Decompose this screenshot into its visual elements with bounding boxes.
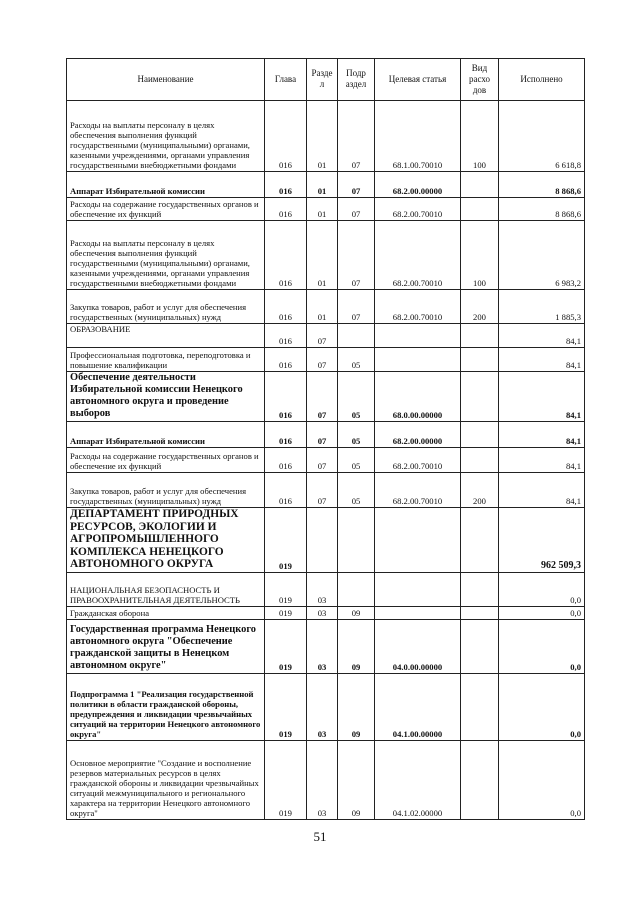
row-executed: 0,0 <box>499 673 585 740</box>
row-type <box>461 198 499 221</box>
table-row <box>67 172 585 198</box>
row-executed: 8 868,6 <box>499 172 585 198</box>
row-section: 03 <box>307 572 338 606</box>
table-row <box>67 198 585 221</box>
table-row <box>67 290 585 324</box>
row-executed: 0,0 <box>499 606 585 619</box>
row-type: 100 <box>461 221 499 290</box>
row-section: 03 <box>307 606 338 619</box>
row-name: Государственная программа Ненецкого автономного округа "Обеспечение гражданской защиты в Ненецком автономном округе" <box>67 619 265 673</box>
row-subsection: 07 <box>338 221 375 290</box>
table-row <box>67 606 585 619</box>
row-target: 68.0.00.00000 <box>375 372 461 422</box>
row-chapter: 016 <box>265 448 307 473</box>
row-type <box>461 172 499 198</box>
row-executed: 0,0 <box>499 740 585 819</box>
row-chapter: 016 <box>265 422 307 448</box>
row-name: НАЦИОНАЛЬНАЯ БЕЗОПАСНОСТЬ И ПРАВООХРАНИТЕЛЬНАЯ ДЕЯТЕЛЬНОСТЬ <box>67 572 265 606</box>
row-name: ДЕПАРТАМЕНТ ПРИРОДНЫХ РЕСУРСОВ, ЭКОЛОГИИ И АГРОПРОМЫШЛЕННОГО КОМПЛЕКСА НЕНЕЦКОГО АВТОНОМНОГО ОКРУГА <box>67 508 265 573</box>
table-row <box>67 348 585 372</box>
row-type: 100 <box>461 101 499 172</box>
row-name: Закупка товаров, работ и услуг для обеспечения государственных (муниципальных) нужд <box>67 290 265 324</box>
row-target <box>375 606 461 619</box>
row-name: Обеспечение деятельности Избирательной комиссии Ненецкого автономного округа и проведение выборов <box>67 372 265 422</box>
row-target: 68.2.00.70010 <box>375 448 461 473</box>
header-target-article: Целевая статья <box>375 59 461 101</box>
row-subsection: 05 <box>338 348 375 372</box>
row-chapter: 019 <box>265 508 307 573</box>
row-chapter: 016 <box>265 101 307 172</box>
row-subsection: 07 <box>338 101 375 172</box>
row-section: 07 <box>307 372 338 422</box>
row-type <box>461 348 499 372</box>
row-type: 200 <box>461 473 499 508</box>
row-target <box>375 324 461 348</box>
table-header-row <box>67 59 585 101</box>
row-name: ОБРАЗОВАНИЕ <box>67 324 265 348</box>
row-name: Закупка товаров, работ и услуг для обеспечения государственных (муниципальных) нужд <box>67 473 265 508</box>
header-subsection: Подр аздел <box>338 59 375 101</box>
row-executed: 6 618,8 <box>499 101 585 172</box>
row-subsection: 09 <box>338 673 375 740</box>
row-name: Аппарат Избирательной комиссии <box>67 422 265 448</box>
table-row <box>67 422 585 448</box>
row-section <box>307 508 338 573</box>
row-section: 03 <box>307 673 338 740</box>
row-target: 04.1.00.00000 <box>375 673 461 740</box>
row-subsection: 05 <box>338 473 375 508</box>
row-type <box>461 508 499 573</box>
row-executed: 84,1 <box>499 448 585 473</box>
row-name: Профессиональная подготовка, переподготовка и повышение квалификации <box>67 348 265 372</box>
row-section: 07 <box>307 448 338 473</box>
row-target: 68.2.00.70010 <box>375 290 461 324</box>
row-subsection <box>338 324 375 348</box>
row-executed: 0,0 <box>499 619 585 673</box>
row-chapter: 016 <box>265 198 307 221</box>
header-name: Наименование <box>67 59 265 101</box>
header-chapter: Глава <box>265 59 307 101</box>
table-row <box>67 508 585 573</box>
row-subsection: 05 <box>338 422 375 448</box>
row-target: 68.2.00.70010 <box>375 221 461 290</box>
row-subsection: 07 <box>338 290 375 324</box>
table-row <box>67 372 585 422</box>
row-name: Гражданская оборона <box>67 606 265 619</box>
row-executed: 84,1 <box>499 348 585 372</box>
row-chapter: 016 <box>265 473 307 508</box>
row-subsection <box>338 508 375 573</box>
row-subsection <box>338 572 375 606</box>
row-name: Основное мероприятие "Создание и восполнение резервов материальных ресурсов в целях гражданской обороны и ликвидации чрезвычайных ситуаций межмуниципального и регионального характера на территории Ненецкого автономного округа" <box>67 740 265 819</box>
row-target: 68.2.00.00000 <box>375 422 461 448</box>
row-target: 04.0.00.00000 <box>375 619 461 673</box>
row-subsection: 05 <box>338 372 375 422</box>
row-chapter: 019 <box>265 572 307 606</box>
row-executed: 84,1 <box>499 324 585 348</box>
table-row <box>67 324 585 348</box>
row-section: 07 <box>307 422 338 448</box>
row-name: Расходы на содержание государственных органов и обеспечение их функций <box>67 198 265 221</box>
row-executed: 6 983,2 <box>499 221 585 290</box>
row-type <box>461 324 499 348</box>
row-section: 03 <box>307 619 338 673</box>
row-subsection: 09 <box>338 619 375 673</box>
row-section: 03 <box>307 740 338 819</box>
row-chapter: 016 <box>265 324 307 348</box>
row-name: Расходы на выплаты персоналу в целях обеспечения выполнения функций государственными (муниципальными) органами, казенными учреждениями, органами управления государственными внебюджетными фондами <box>67 221 265 290</box>
row-subsection: 07 <box>338 198 375 221</box>
row-target <box>375 508 461 573</box>
row-chapter: 016 <box>265 348 307 372</box>
row-name: Расходы на содержание государственных органов и обеспечение их функций <box>67 448 265 473</box>
table-row <box>67 572 585 606</box>
row-type <box>461 740 499 819</box>
row-target: 68.2.00.70010 <box>375 198 461 221</box>
row-section: 07 <box>307 473 338 508</box>
row-subsection: 05 <box>338 448 375 473</box>
row-target: 68.2.00.70010 <box>375 473 461 508</box>
page-number: 51 <box>313 829 327 844</box>
row-target <box>375 572 461 606</box>
row-executed: 0,0 <box>499 572 585 606</box>
row-section: 01 <box>307 198 338 221</box>
table-row <box>67 673 585 740</box>
table-row <box>67 473 585 508</box>
row-name: Расходы на выплаты персоналу в целях обеспечения выполнения функций государственными (муниципальными) органами, казенными учреждениями, органами управления государственными внебюджетными фондами <box>67 101 265 172</box>
row-target: 68.1.00.70010 <box>375 101 461 172</box>
row-executed: 84,1 <box>499 422 585 448</box>
row-section: 01 <box>307 101 338 172</box>
row-name: Подпрограмма 1 "Реализация государственной политики в области гражданской обороны, предупреждения и ликвидации чрезвычайных ситуаций на территории Ненецкого автономного округа" <box>67 673 265 740</box>
row-type <box>461 422 499 448</box>
row-type <box>461 673 499 740</box>
row-executed: 84,1 <box>499 473 585 508</box>
row-chapter: 019 <box>265 673 307 740</box>
row-chapter: 016 <box>265 290 307 324</box>
row-chapter: 019 <box>265 606 307 619</box>
row-executed: 84,1 <box>499 372 585 422</box>
row-type <box>461 372 499 422</box>
header-section: Разде л <box>307 59 338 101</box>
table-row <box>67 740 585 819</box>
row-chapter: 016 <box>265 172 307 198</box>
table-row <box>67 619 585 673</box>
table-row <box>67 221 585 290</box>
header-expense-type: Вид расхо дов <box>461 59 499 101</box>
row-target: 04.1.02.00000 <box>375 740 461 819</box>
table-row <box>67 101 585 172</box>
row-subsection: 09 <box>338 606 375 619</box>
row-name: Аппарат Избирательной комиссии <box>67 172 265 198</box>
row-subsection: 09 <box>338 740 375 819</box>
row-type: 200 <box>461 290 499 324</box>
row-chapter: 016 <box>265 221 307 290</box>
row-type <box>461 619 499 673</box>
row-executed: 8 868,6 <box>499 198 585 221</box>
row-section: 01 <box>307 290 338 324</box>
row-section: 07 <box>307 324 338 348</box>
row-type <box>461 572 499 606</box>
budget-execution-table <box>66 58 585 820</box>
row-chapter: 019 <box>265 619 307 673</box>
row-executed: 962 509,3 <box>499 508 585 573</box>
row-chapter: 019 <box>265 740 307 819</box>
row-section: 07 <box>307 348 338 372</box>
row-chapter: 016 <box>265 372 307 422</box>
header-executed: Исполнено <box>499 59 585 101</box>
row-section: 01 <box>307 172 338 198</box>
table-row <box>67 448 585 473</box>
row-type <box>461 606 499 619</box>
row-executed: 1 885,3 <box>499 290 585 324</box>
row-subsection: 07 <box>338 172 375 198</box>
row-section: 01 <box>307 221 338 290</box>
row-type <box>461 448 499 473</box>
row-target: 68.2.00.00000 <box>375 172 461 198</box>
row-target <box>375 348 461 372</box>
